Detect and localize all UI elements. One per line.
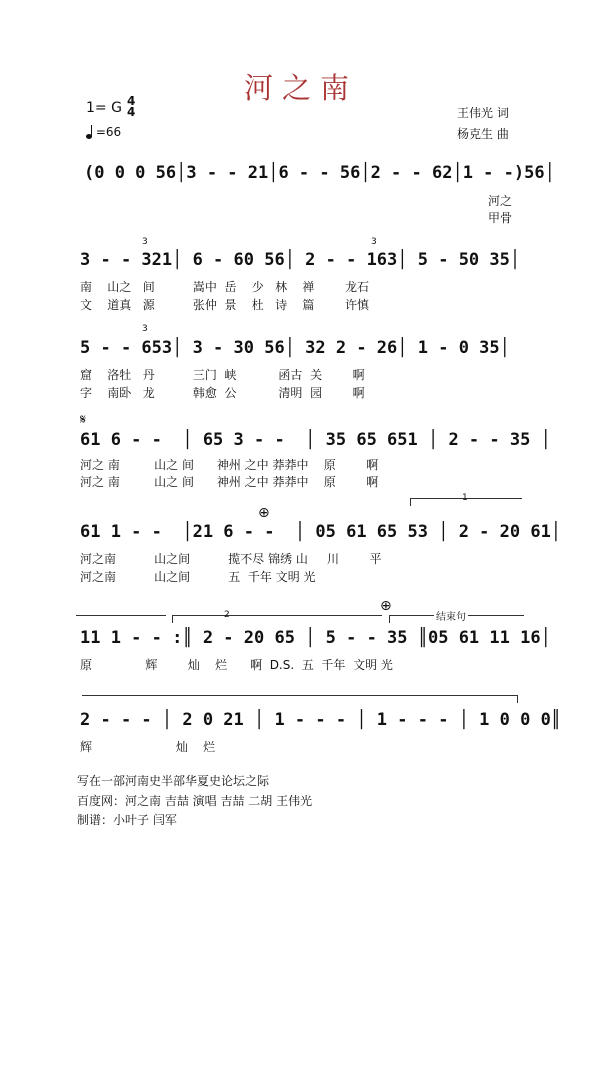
phrase-bracket [82, 695, 518, 696]
triplet-mark: 3 [371, 237, 377, 247]
score-row-1: (0 0 0 56│3 - - 21│6 - - 56│2 - - 62│1 - -)56│ [84, 163, 555, 183]
score-row-7: 2 - - - │ 2 0 21 │ 1 - - - │ 1 - - - │ 1 0 0 0║ [80, 710, 562, 730]
lyric-row-5-verse-1: 河之南 山之间 揽不尽 锦绣 山 川 平 [80, 552, 382, 566]
second-ending-bracket [172, 615, 382, 616]
time-signature-bottom: 4 [127, 105, 136, 119]
lyric-row-3-verse-2: 字 南卧 龙 韩愈 公 清明 园 啊 [80, 386, 365, 400]
final-ending-bracket-tick [389, 615, 390, 623]
lyricist-credit: 王伟光 词 [457, 106, 509, 120]
lyric-row-4-verse-2: 河之 南 山之 间 神州 之中 莽莽中 原 啊 [80, 475, 379, 489]
time-signature [127, 96, 135, 118]
score-row-2: 3 - - 321│ 6 - 60 56│ 2 - - 163│ 5 - 50 35│ [80, 250, 521, 270]
coda-icon: ⊕ [258, 505, 270, 521]
footer-note: 写在一部河南史半部华夏史论坛之际 [77, 774, 270, 788]
first-ending-bracket-tick [410, 498, 411, 506]
composer-credit: 杨克生 曲 [457, 127, 509, 141]
lyric-row-1-verse-2: 甲骨 [488, 211, 513, 225]
coda-icon: ⊕ [380, 598, 392, 614]
key-signature: 1= G [86, 100, 122, 116]
phrase-bracket-tick [517, 695, 518, 703]
second-ending-label: 2 [224, 610, 230, 620]
time-signature-top: 4 [127, 94, 136, 108]
first-ending-label: 1 [462, 493, 468, 503]
tempo-value: =66 [95, 125, 122, 139]
score-row-5: 61 1 - - │21 6 - - │ 05 61 65 53 │ 2 - 20 61│ [80, 522, 562, 542]
segno-icon: 𝄋 [80, 412, 87, 428]
lyric-row-2-verse-2: 文 道真 源 张仲 景 杜 诗 篇 许慎 [80, 298, 369, 312]
lyric-row-4-verse-1: 河之 南 山之 间 神州 之中 莽莽中 原 啊 [80, 458, 379, 472]
footer-transcriber: 制谱：小叶子 闫军 [77, 813, 177, 827]
score-row-4: 61 6 - - │ 65 3 - - │ 35 65 651 │ 2 - - 35 │ [80, 430, 551, 450]
lyric-row-7-verse-1: 辉 灿 烂 [80, 740, 216, 754]
final-ending-label: 结束句 [434, 608, 468, 623]
score-row-6: 11 1 - - :║ 2 - 20 65 │ 5 - - 35 ║05 61 11 16│ [80, 628, 551, 648]
first-ending-continuation [76, 615, 166, 616]
tempo-marking [86, 125, 121, 139]
triplet-mark: 3 [142, 324, 148, 334]
triplet-mark: 3 [142, 237, 148, 247]
quarter-note-icon [86, 134, 92, 139]
footer-source: 百度网：河之南 吉喆 演唱 吉喆 二胡 王伟光 [77, 794, 313, 808]
second-ending-bracket-tick [172, 615, 173, 623]
lyric-row-3-verse-1: 窟 洛牡 丹 三门 峡 函古 关 啊 [80, 368, 365, 382]
lyric-row-6-verse-1: 原 辉 灿 烂 啊 D.S. 五 千年 文明 光 [80, 658, 393, 672]
song-title: 河之南 [243, 71, 358, 105]
score-row-3: 5 - - 653│ 3 - 30 56│ 32 2 - 26│ 1 - 0 35│ [80, 338, 510, 358]
lyric-row-2-verse-1: 南 山之 间 嵩中 岳 少 林 禅 龙石 [80, 280, 369, 294]
lyric-row-5-verse-2: 河之南 山之间 五 千年 文明 光 [80, 570, 316, 584]
lyric-row-1-verse-1: 河之 [488, 194, 513, 208]
